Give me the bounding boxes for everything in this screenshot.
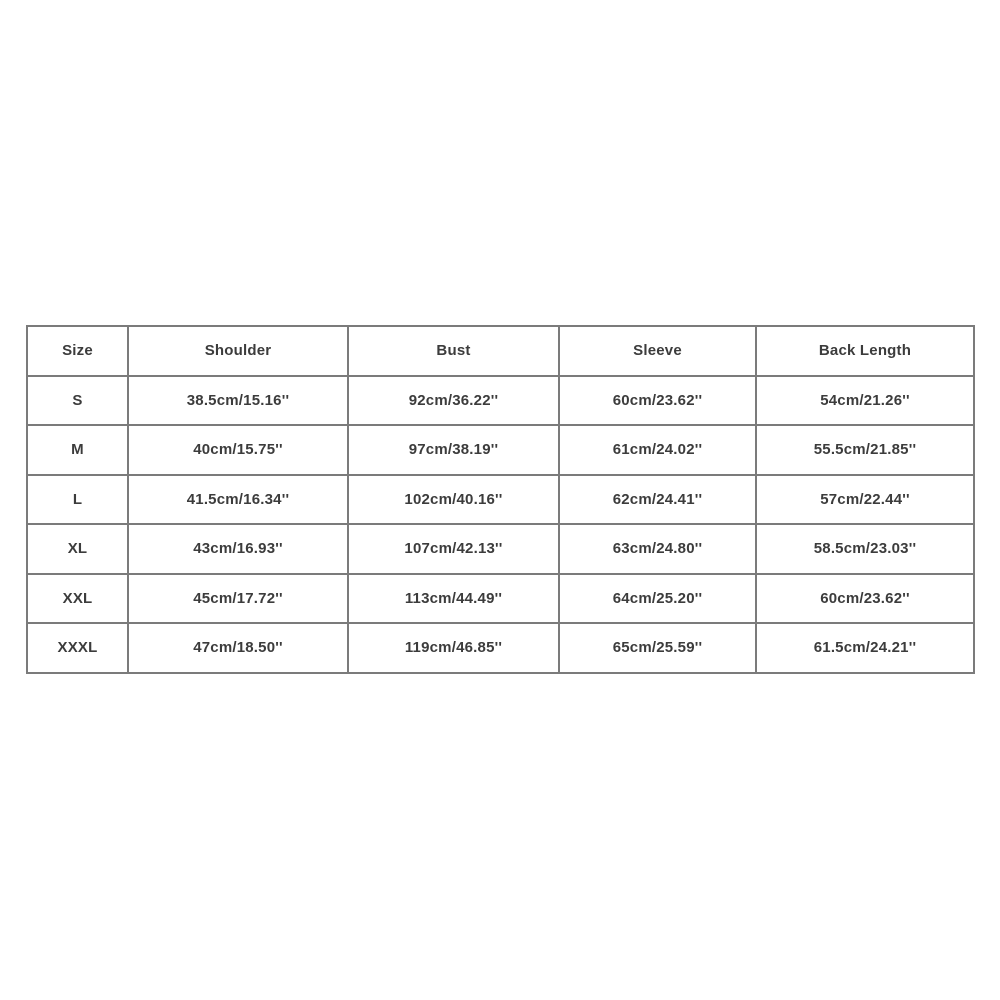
table-row-xl <box>27 524 974 574</box>
header-cell-size: Size <box>27 326 128 376</box>
cell-back-length: 55.5cm/21.85'' <box>756 425 974 475</box>
header-cell-bust: Bust <box>348 326 559 376</box>
table-row-l <box>27 475 974 525</box>
cell-back-length: 57cm/22.44'' <box>756 475 974 525</box>
cell-size: L <box>27 475 128 525</box>
cell-shoulder: 47cm/18.50'' <box>128 623 348 673</box>
header-cell-shoulder: Shoulder <box>128 326 348 376</box>
cell-shoulder: 45cm/17.72'' <box>128 574 348 624</box>
cell-size: XXL <box>27 574 128 624</box>
cell-back-length: 54cm/21.26'' <box>756 376 974 426</box>
cell-sleeve: 60cm/23.62'' <box>559 376 756 426</box>
cell-shoulder: 38.5cm/15.16'' <box>128 376 348 426</box>
cell-shoulder: 41.5cm/16.34'' <box>128 475 348 525</box>
cell-sleeve: 62cm/24.41'' <box>559 475 756 525</box>
table-row-m <box>27 425 974 475</box>
header-cell-sleeve: Sleeve <box>559 326 756 376</box>
cell-bust: 107cm/42.13'' <box>348 524 559 574</box>
cell-bust: 102cm/40.16'' <box>348 475 559 525</box>
cell-back-length: 60cm/23.62'' <box>756 574 974 624</box>
cell-size: S <box>27 376 128 426</box>
header-row <box>27 326 974 376</box>
cell-shoulder: 43cm/16.93'' <box>128 524 348 574</box>
size-chart <box>26 325 975 674</box>
cell-bust: 119cm/46.85'' <box>348 623 559 673</box>
header-cell-back-length: Back Length <box>756 326 974 376</box>
cell-back-length: 58.5cm/23.03'' <box>756 524 974 574</box>
cell-size: M <box>27 425 128 475</box>
cell-bust: 113cm/44.49'' <box>348 574 559 624</box>
cell-sleeve: 65cm/25.59'' <box>559 623 756 673</box>
cell-size: XXXL <box>27 623 128 673</box>
size-chart-table <box>26 325 975 674</box>
cell-size: XL <box>27 524 128 574</box>
cell-sleeve: 61cm/24.02'' <box>559 425 756 475</box>
cell-bust: 92cm/36.22'' <box>348 376 559 426</box>
cell-sleeve: 64cm/25.20'' <box>559 574 756 624</box>
cell-bust: 97cm/38.19'' <box>348 425 559 475</box>
cell-shoulder: 40cm/15.75'' <box>128 425 348 475</box>
cell-sleeve: 63cm/24.80'' <box>559 524 756 574</box>
table-row-s <box>27 376 974 426</box>
cell-back-length: 61.5cm/24.21'' <box>756 623 974 673</box>
table-row-xxl <box>27 574 974 624</box>
table-row-xxxl <box>27 623 974 673</box>
